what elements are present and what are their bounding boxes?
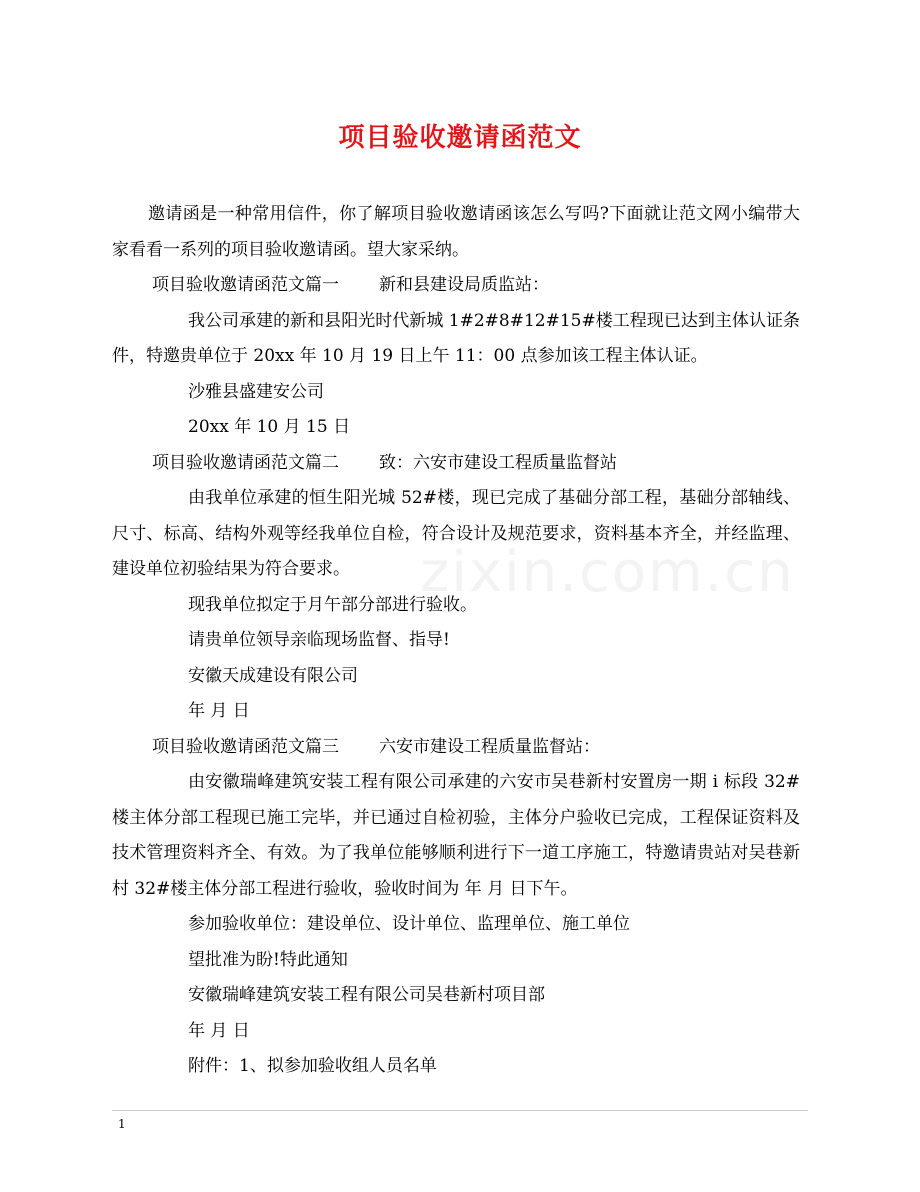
signature-date: 20xx 年 10 月 15 日 bbox=[188, 417, 351, 437]
body-paragraph: 现我单位拟定于月午部分部进行验收。 bbox=[188, 594, 477, 615]
section-title: 项目验收邀请函范文篇二 bbox=[152, 452, 339, 473]
section-title: 项目验收邀请函范文篇一 bbox=[152, 275, 339, 295]
body-paragraph: 我公司承建的新和县阳光时代新城 1#2#8#12#15#楼工程现已达到主体认证条件，特邀贵单位于 20xx 年 10 月 19 日上午 11：00 点参加该工程主体认证。 bbox=[112, 310, 800, 366]
section-heading-2 bbox=[112, 446, 800, 482]
section-heading-1 bbox=[112, 268, 800, 304]
section-addressee: 六安市建设工程质量监督站： bbox=[379, 736, 600, 757]
body-paragraph: 参加验收单位：建设单位、设计单位、监理单位、施工单位 bbox=[188, 914, 630, 934]
signature-date: 年 月 日 bbox=[188, 1020, 250, 1041]
document-body bbox=[112, 197, 800, 1085]
body-paragraph: 望批准为盼!特此通知 bbox=[188, 949, 348, 970]
body-paragraph: 由我单位承建的恒生阳光城 52#楼，现已完成了基础分部工程，基础分部轴线、尺寸、标高、结构外观等经我单位自检，符合设计及规范要求，资料基本齐全，并经监理、建设单位初验结果为符合要求。 bbox=[112, 488, 800, 579]
body-paragraph: 请贵单位领导亲临现场监督、指导! bbox=[188, 630, 450, 650]
watermark: zixin.com.cn bbox=[420, 540, 795, 605]
signature-company: 安徽瑞峰建筑安装工程有限公司吴巷新村项目部 bbox=[188, 985, 545, 1005]
page-number: 1 bbox=[118, 1117, 126, 1131]
signature-company: 沙雅县盛建安公司 bbox=[188, 381, 324, 402]
document-title: 项目验收邀请函范文 bbox=[338, 123, 582, 153]
attachment-note: 附件：1、拟参加验收组人员名单 bbox=[188, 1056, 437, 1076]
section-addressee: 新和县建设局质监站： bbox=[379, 275, 549, 295]
section-addressee: 致：六安市建设工程质量监督站 bbox=[379, 452, 617, 473]
section-title: 项目验收邀请函范文篇三 bbox=[152, 736, 339, 757]
body-paragraph: 由安徽瑞峰建筑安装工程有限公司承建的六安市吴巷新村安置房一期 i 标段 32#楼主体分部工程现已施工完毕，并已通过自检初验，主体分户验收已完成，工程保证资料及技术管理资料齐全、有效。为了我单位能够顺利进行下一道工序施工，特邀请贵站对吴巷新村 32#楼主体分部工程进行验收，验收时间为 年 月 日下午。 bbox=[112, 772, 800, 899]
footer-divider bbox=[112, 1110, 808, 1111]
intro-paragraph: 邀请函是一种常用信件，你了解项目验收邀请函该怎么写吗?下面就让范文网小编带大家看看一系列的项目验收邀请函。望大家采纳。 bbox=[112, 204, 800, 260]
signature-company: 安徽天成建设有限公司 bbox=[188, 665, 358, 686]
signature-date: 年 月 日 bbox=[188, 701, 250, 721]
section-heading-3 bbox=[112, 730, 800, 766]
